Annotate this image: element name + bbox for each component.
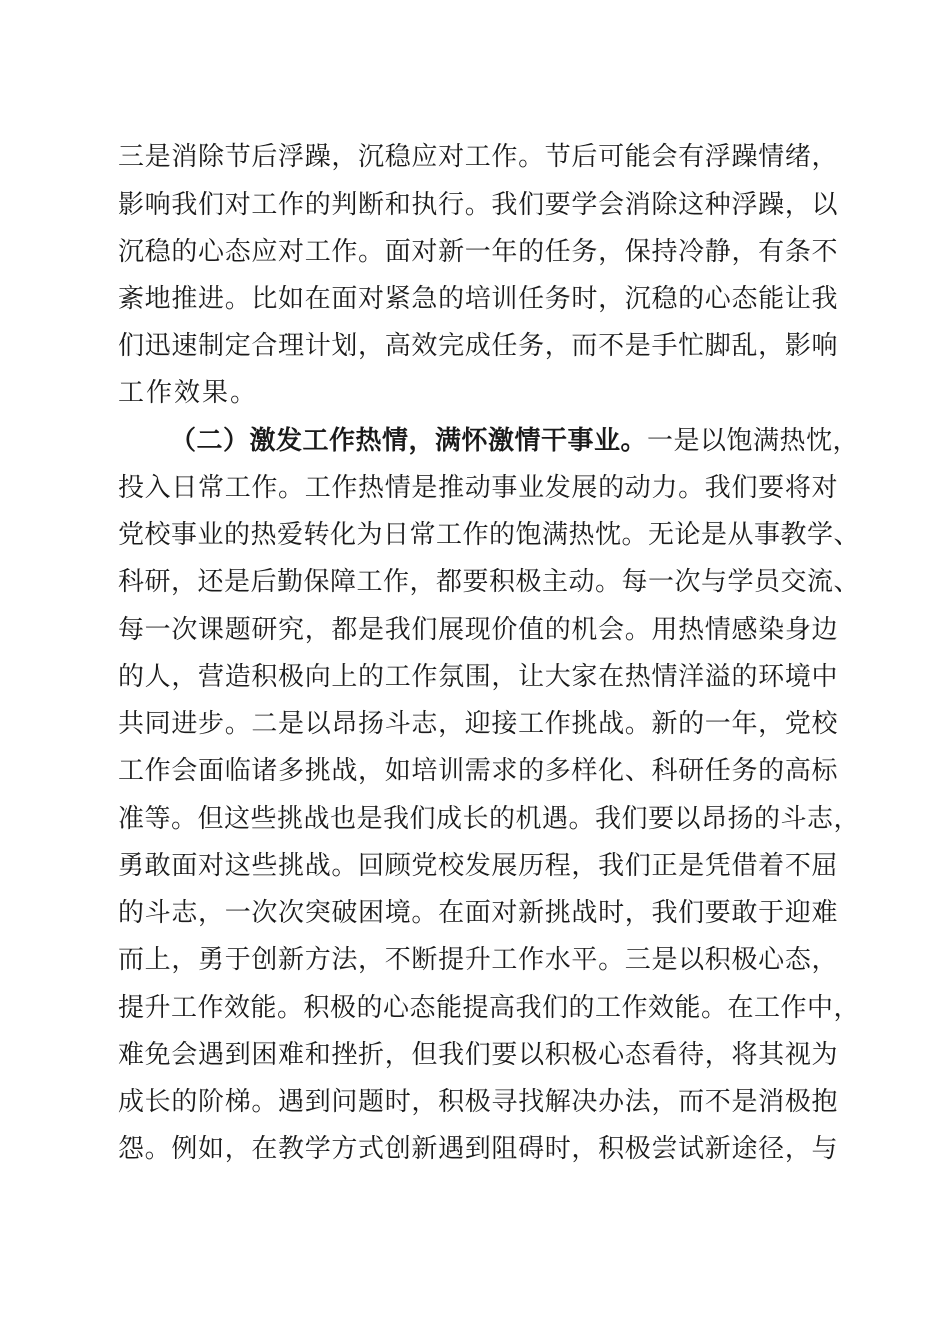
paragraph-line: 难免会遇到困难和挫折，但我们要以积极心态看待，将其视为 <box>118 1040 838 1070</box>
paragraph-line: 们迅速制定合理计划，高效完成任务，而不是手忙脚乱，影响 <box>118 331 838 361</box>
paragraph-line: 怨。例如，在教学方式创新遇到阻碍时，积极尝试新途径，与 <box>118 1134 838 1164</box>
section-heading-line <box>170 421 860 461</box>
section-heading: （二）激发工作热情，满怀激情干事业。 <box>170 426 648 456</box>
paragraph-line: 的斗志，一次次突破困境。在面对新挑战时，我们要敢于迎难 <box>118 898 838 928</box>
paragraph-line: 三是消除节后浮躁，沉稳应对工作。节后可能会有浮躁情绪， <box>118 142 838 172</box>
paragraph-line: 每一次课题研究，都是我们展现价值的机会。用热情感染身边 <box>118 615 838 645</box>
paragraph-line: 党校事业的热爱转化为日常工作的饱满热忱。无论是从事教学、 <box>118 520 861 550</box>
paragraph-line: 工作会面临诸多挑战，如培训需求的多样化、科研任务的高标 <box>118 756 838 786</box>
paragraph-line: 而上，勇于创新方法，不断提升工作水平。三是以积极心态， <box>118 945 838 975</box>
paragraph-line: 科研，还是后勤保障工作，都要积极主动。每一次与学员交流、 <box>118 567 861 597</box>
paragraph-line: 准等。但这些挑战也是我们成长的机遇。我们要以昂扬的斗志， <box>118 804 861 834</box>
section-heading-continuation: 一是以饱满热忱， <box>647 426 860 456</box>
paragraph-line: 成长的阶梯。遇到问题时，积极寻找解决办法，而不是消极抱 <box>118 1087 838 1117</box>
paragraph-line: 沉稳的心态应对工作。面对新一年的任务，保持冷静，有条不 <box>118 237 838 267</box>
paragraph-line: 影响我们对工作的判断和执行。我们要学会消除这种浮躁，以 <box>118 190 838 220</box>
paragraph-line: 勇敢面对这些挑战。回顾党校发展历程，我们正是凭借着不屈 <box>118 851 838 881</box>
paragraph-line: 投入日常工作。工作热情是推动事业发展的动力。我们要将对 <box>118 473 838 503</box>
paragraph-line: 提升工作效能。积极的心态能提高我们的工作效能。在工作中， <box>118 993 861 1023</box>
paragraph-line: 的人，营造积极向上的工作氛围，让大家在热情洋溢的环境中 <box>118 662 838 692</box>
paragraph-line: 工作效果。 <box>118 378 259 408</box>
paragraph-line: 共同进步。二是以昂扬斗志，迎接工作挑战。新的一年，党校 <box>118 709 838 739</box>
paragraph-line: 紊地推进。比如在面对紧急的培训任务时，沉稳的心态能让我 <box>118 284 838 314</box>
